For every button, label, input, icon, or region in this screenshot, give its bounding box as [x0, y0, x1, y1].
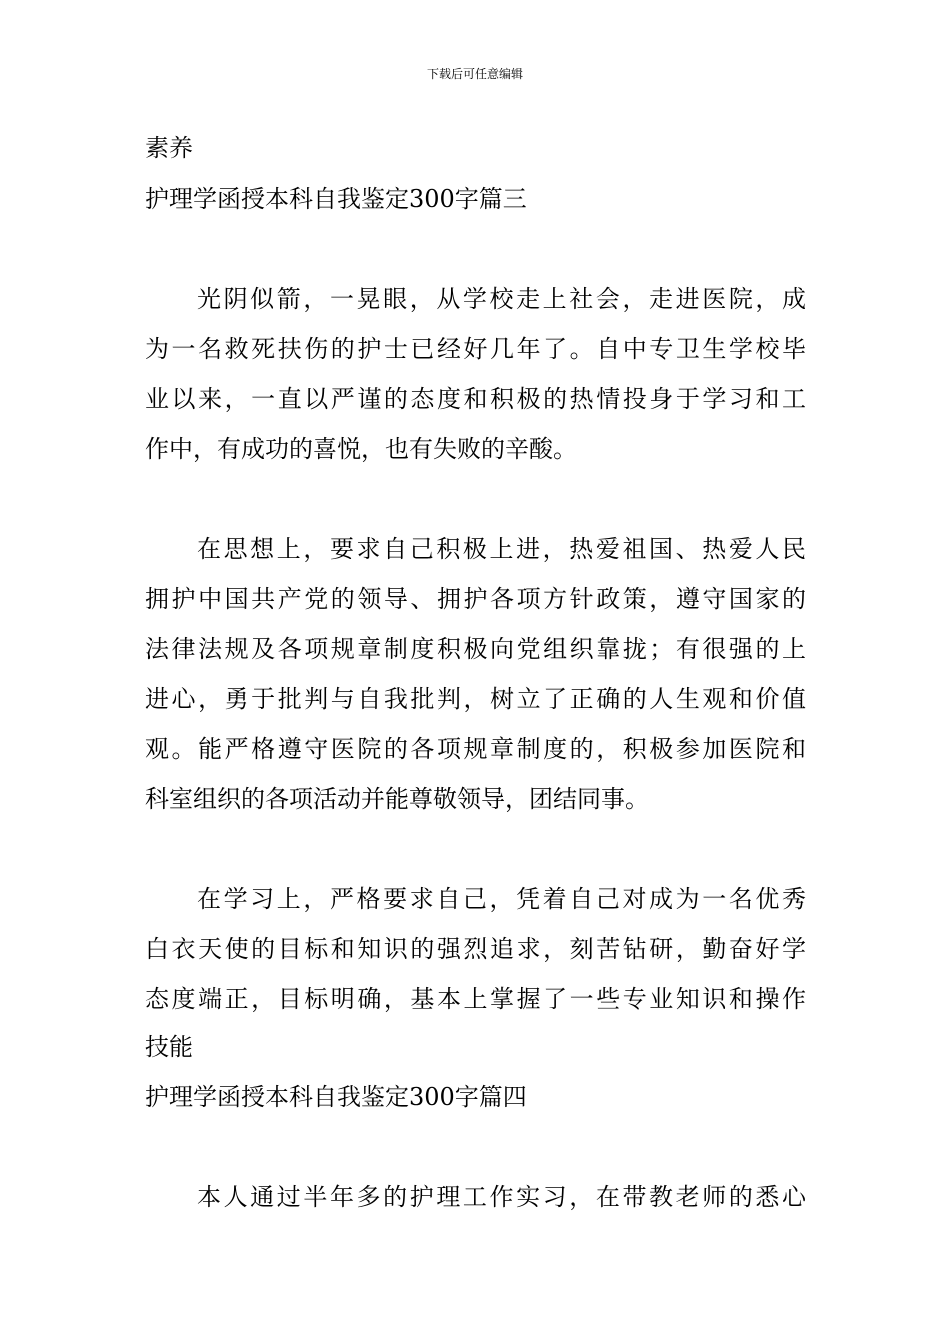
- text-line: 进心，勇于批判与自我批判，树立了正确的人生观和价值: [145, 685, 806, 713]
- text-line: 白衣天使的目标和知识的强烈追求，刻苦钻研，勤奋好学: [145, 935, 806, 963]
- page-header: 下载后可任意编辑: [426, 67, 523, 81]
- text-line: 观。能严格遵守医院的各项规章制度的，积极参加医院和: [145, 735, 806, 763]
- text-line: 法律法规及各项规章制度积极向党组织靠拢；有很强的上: [145, 635, 806, 663]
- text-line: 拥护中国共产党的领导、拥护各项方针政策，遵守国家的: [145, 585, 806, 613]
- text-line: 态度端正，目标明确，基本上掌握了一些专业知识和操作: [145, 985, 806, 1013]
- text-line: 为一名救死扶伤的护士已经好几年了。自中专卫生学校毕: [145, 335, 806, 363]
- section-heading: 护理学函授本科自我鉴定300字篇三: [145, 185, 527, 213]
- text-line: 作中，有成功的喜悦，也有失败的辛酸。: [145, 435, 577, 463]
- text-line: 科室组织的各项活动并能尊敬领导，团结同事。: [145, 785, 649, 813]
- text-line: 业以来，一直以严谨的态度和积极的热情投身于学习和工: [145, 385, 806, 413]
- text-line: 在思想上，要求自己积极上进，热爱祖国、热爱人民: [197, 535, 806, 563]
- text-line: 光阴似箭，一晃眼，从学校走上社会，走进医院，成: [197, 285, 806, 313]
- section-heading: 护理学函授本科自我鉴定300字篇四: [145, 1083, 527, 1111]
- text-line: 技能: [145, 1033, 193, 1061]
- text-line: 在学习上，严格要求自己，凭着自己对成为一名优秀: [197, 885, 806, 913]
- text-line: 素养: [145, 134, 193, 162]
- text-line: 本人通过半年多的护理工作实习，在带教老师的悉心: [197, 1183, 806, 1211]
